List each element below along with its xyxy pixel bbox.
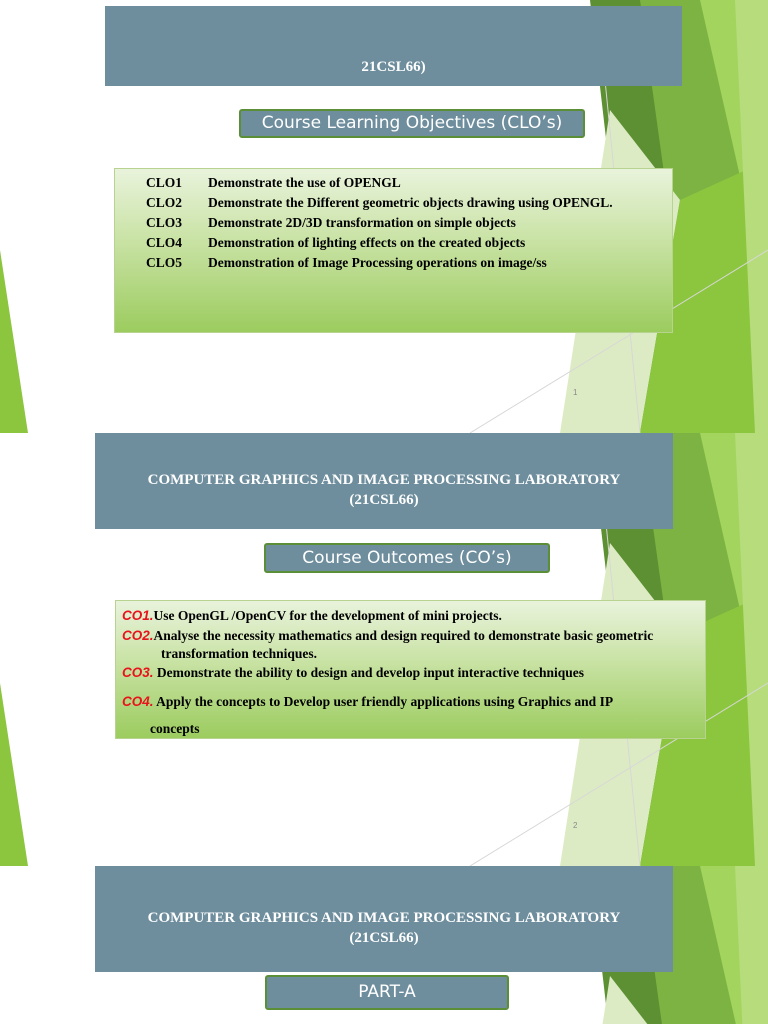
co-text: Demonstrate the ability to design and develop input interactive techniques xyxy=(153,665,585,680)
co-item-1 xyxy=(122,607,502,625)
course-code: (21CSL66) xyxy=(349,930,419,946)
slide-header xyxy=(105,6,682,86)
clo-code: CLO3 xyxy=(146,215,183,230)
slide-header xyxy=(95,433,673,529)
co-code: CO3. xyxy=(122,665,154,680)
co-text: Analyse the necessity mathematics and design required to demonstrate basic geometric xyxy=(153,628,654,643)
clo-code: CLO5 xyxy=(146,255,183,270)
slide-3 xyxy=(0,866,768,1024)
lab-title: COMPUTER GRAPHICS AND IMAGE PROCESSING LABORATORY xyxy=(147,472,621,488)
clo-text: Demonstrate 2D/3D transformation on simple objects xyxy=(208,215,516,230)
clo-code: CLO4 xyxy=(146,235,183,250)
course-code: (21CSL66) xyxy=(349,492,419,508)
co-box xyxy=(115,600,706,739)
clo-text: Demonstrate the Different geometric objects drawing using OPENGL. xyxy=(208,195,613,210)
clo-text: Demonstrate the use of OPENGL xyxy=(208,175,401,190)
co-code: CO4. xyxy=(122,694,154,709)
page-number: 1 xyxy=(573,388,578,397)
slide-2 xyxy=(0,433,768,866)
co-text: Use OpenGL /OpenCV for the development of mini projects. xyxy=(153,608,502,623)
clo-code: CLO2 xyxy=(146,195,183,210)
page-number: 2 xyxy=(573,821,578,830)
part-a-title: PART-A xyxy=(265,975,509,1010)
co-item-3 xyxy=(122,664,584,682)
lab-title: COMPUTER GRAPHICS AND IMAGE PROCESSING LABORATORY xyxy=(147,910,621,926)
co-item-2 xyxy=(122,627,653,645)
co-code: CO2. xyxy=(122,628,154,643)
clo-text: Demonstration of Image Processing operations on image/ss xyxy=(208,255,547,270)
clo-title: Course Learning Objectives (CLO’s) xyxy=(239,109,585,138)
slide-header xyxy=(95,866,673,972)
clo-box xyxy=(114,168,673,333)
co-text: Apply the concepts to Develop user friendly applications using Graphics and IP xyxy=(153,694,614,709)
clo-code: CLO1 xyxy=(146,175,183,190)
co-item-4-continued: concepts xyxy=(150,721,200,736)
co-code: CO1. xyxy=(122,608,154,623)
slide-1 xyxy=(0,0,768,433)
clo-text: Demonstration of lighting effects on the created objects xyxy=(208,235,526,250)
course-code: 21CSL66) xyxy=(361,59,426,75)
co-item-4 xyxy=(122,693,613,711)
co-title: Course Outcomes (CO’s) xyxy=(264,543,550,573)
co-item-2-continued: transformation techniques. xyxy=(161,646,317,661)
